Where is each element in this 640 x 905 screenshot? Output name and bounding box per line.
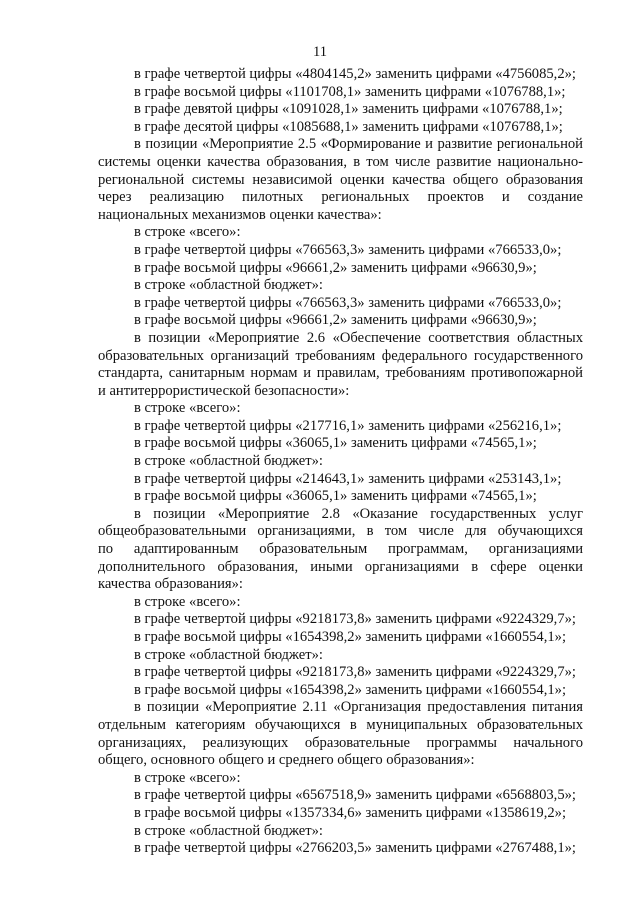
text-line: в графе четвертой цифры «2766203,5» заменить цифрами «2767488,1»;	[134, 840, 576, 857]
text-line: в графе десятой цифры «1085688,1» заменить цифрами «1076788,1»;	[134, 118, 563, 135]
text-line: в графе восьмой цифры «36065,1» заменить цифрами «74565,1»;	[134, 488, 537, 505]
text-line: через реализацию пилотных региональных проектов и создание	[98, 189, 583, 206]
text-line: образовательных организаций требованиям федерального государственного	[98, 347, 583, 364]
text-line: отдельным категориям обучающихся в муниципальных образовательных	[98, 716, 583, 733]
text-line: в графе четвертой цифры «766563,3» заменить цифрами «766533,0»;	[134, 241, 562, 258]
text-line: в графе восьмой цифры «1357334,6» заменить цифрами «1358619,2»;	[134, 804, 567, 821]
text-line: в графе четвертой цифры «217716,1» заменить цифрами «256216,1»;	[134, 417, 562, 434]
text-line: в графе восьмой цифры «1654398,2» заменить цифрами «1660554,1»;	[134, 681, 567, 698]
text-line: по адаптированным образовательным программам, организациями	[98, 541, 583, 558]
text-line: в графе восьмой цифры «96661,2» заменить цифрами «96630,9»;	[134, 259, 537, 276]
text-line: в графе четвертой цифры «6567518,9» заменить цифрами «6568803,5»;	[134, 787, 576, 804]
text-line: региональной системы независимой оценки качества общего образования	[98, 171, 583, 188]
text-line: общеобразовательными организациями, в том числе для обучающихся	[98, 523, 583, 540]
text-line: в графе четвертой цифры «766563,3» заменить цифрами «766533,0»;	[134, 294, 562, 311]
text-line: в строке «всего»:	[134, 224, 241, 241]
text-line: в строке «областной бюджет»:	[134, 453, 323, 470]
text-line: в строке «областной бюджет»:	[134, 646, 323, 663]
text-line: в позиции «Мероприятие 2.11 «Организация предоставления питания	[134, 699, 583, 716]
text-line: в строке «всего»:	[134, 769, 241, 786]
text-line: в позиции «Мероприятие 2.5 «Формирование и развитие региональной	[134, 136, 583, 153]
text-line: общего, основного общего и среднего общего образования»:	[98, 752, 475, 769]
text-line: в графе девятой цифры «1091028,1» заменить цифрами «1076788,1»;	[134, 101, 563, 118]
text-line: в строке «областной бюджет»:	[134, 822, 323, 839]
text-line: в графе четвертой цифры «9218173,8» заменить цифрами «9224329,7»;	[134, 664, 576, 681]
text-line: стандарта, санитарным нормам и правилам, требованиям противопожарной	[98, 365, 583, 382]
text-line: дополнительного образования, иными организациями в сфере оценки	[98, 558, 583, 575]
text-line: качества образования»:	[98, 576, 243, 593]
text-line: в позиции «Мероприятие 2.8 «Оказание государственных услуг	[134, 505, 583, 522]
text-line: в строке «областной бюджет»:	[134, 277, 323, 294]
page-number: 11	[312, 44, 328, 60]
text-line: национальных механизмов оценки качества»:	[98, 206, 382, 223]
text-line: организациях, реализующих образовательные программы начального	[98, 734, 583, 751]
text-line: в строке «всего»:	[134, 400, 241, 417]
text-line: в графе четвертой цифры «214643,1» заменить цифрами «253143,1»;	[134, 470, 562, 487]
text-line: системы оценки качества образования, в том числе развитие национально-	[98, 153, 583, 170]
text-line: в строке «всего»:	[134, 593, 241, 610]
text-line: в графе четвертой цифры «9218173,8» заменить цифрами «9224329,7»;	[134, 611, 576, 628]
text-line: и антитеррористической безопасности»:	[98, 382, 350, 399]
text-line: в графе восьмой цифры «1654398,2» заменить цифрами «1660554,1»;	[134, 629, 567, 645]
document-body	[98, 66, 583, 858]
text-line: в графе восьмой цифры «1101708,1» заменить цифрами «1076788,1»;	[134, 83, 566, 100]
text-line: в графе восьмой цифры «36065,1» заменить цифрами «74565,1»;	[134, 435, 537, 452]
text-line: в графе четвертой цифры «4804145,2» заменить цифрами «4756085,2»;	[134, 66, 576, 82]
text-line: в графе восьмой цифры «96661,2» заменить цифрами «96630,9»;	[134, 312, 537, 329]
text-line: в позиции «Мероприятие 2.6 «Обеспечение соответствия областных	[134, 329, 583, 346]
